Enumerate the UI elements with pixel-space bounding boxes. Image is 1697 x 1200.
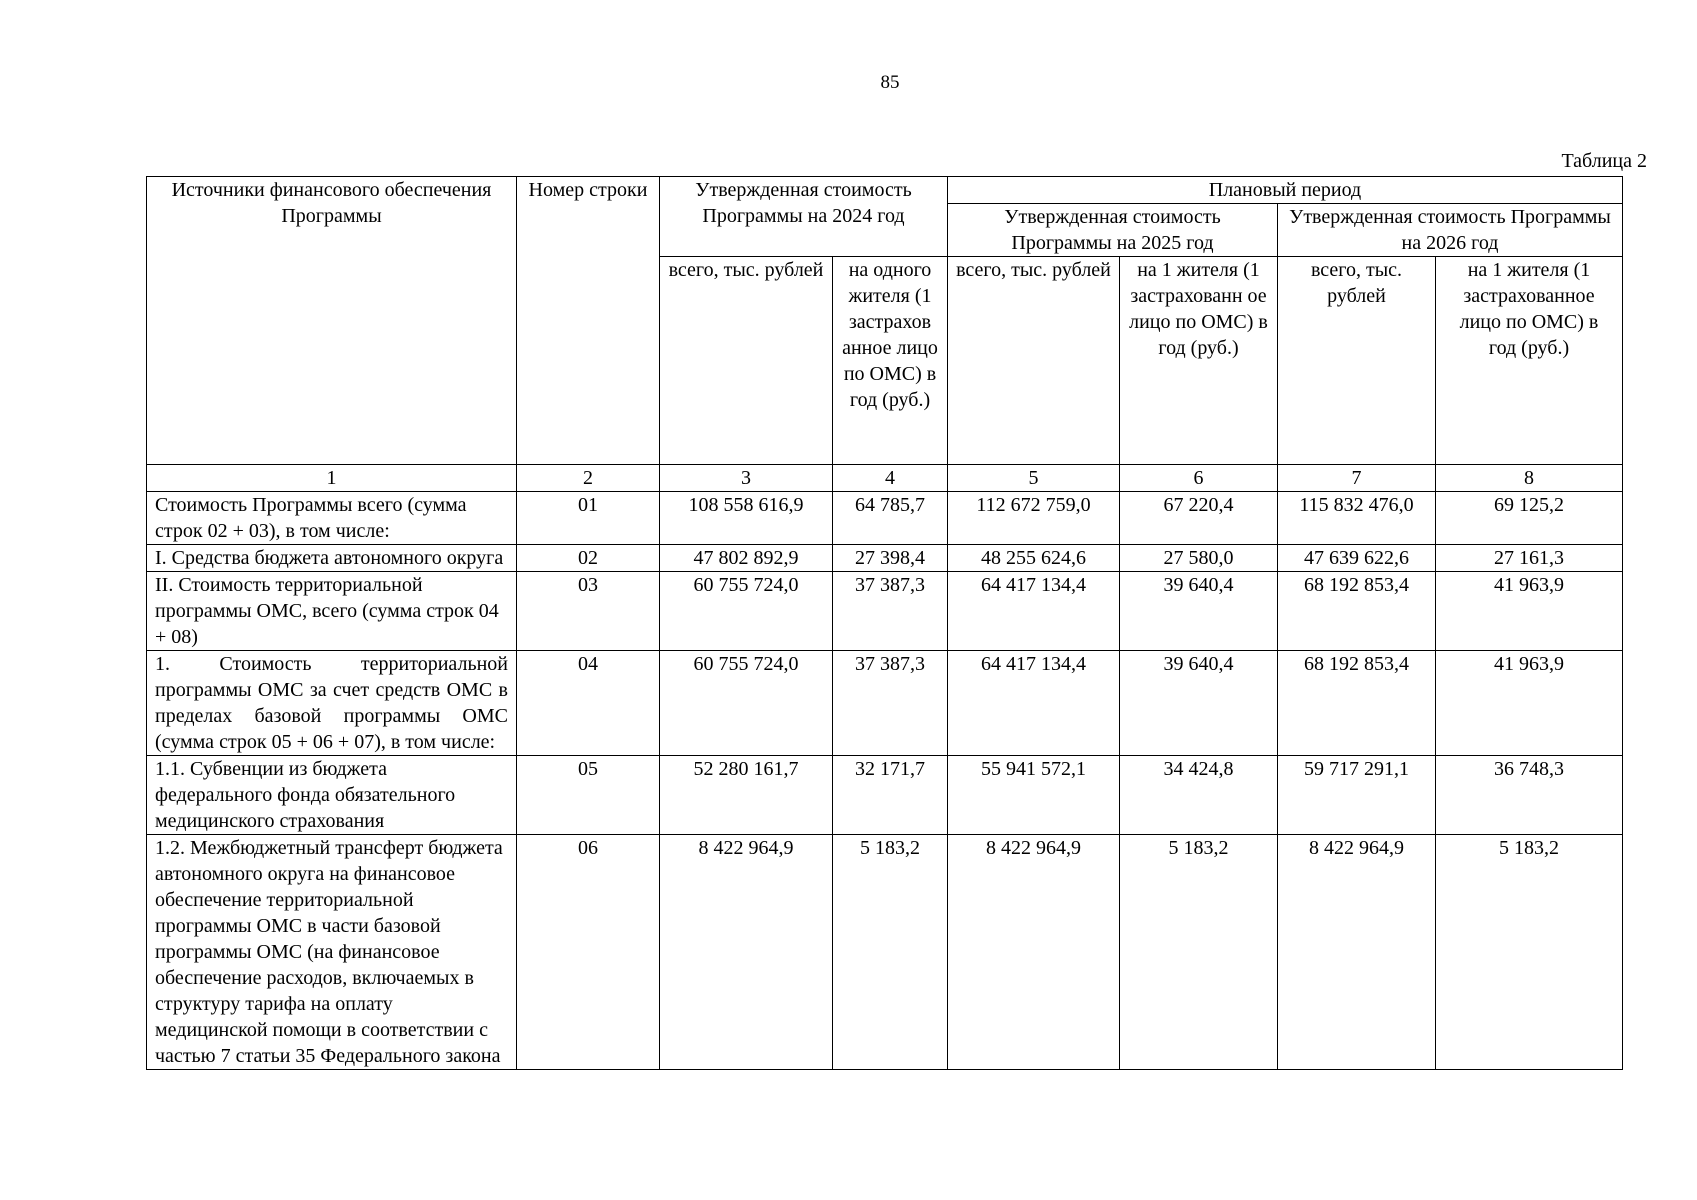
header-per-capita-2025: на 1 жителя (1 застрахованн ое лицо по ОМС) в год (руб.) [1120, 257, 1278, 465]
total-2025-cell: 48 255 624,6 [948, 545, 1120, 572]
table-row [147, 756, 1623, 835]
header-total-2025: всего, тыс. рублей [948, 257, 1120, 465]
header-sources: Источники финансового обеспечения Программы [147, 177, 517, 465]
header-per-capita-2026: на 1 жителя (1 застрахованное лицо по ОМС) в год (руб.) [1436, 257, 1623, 465]
per-capita-2025-cell: 27 580,0 [1120, 545, 1278, 572]
table-body [147, 492, 1623, 1070]
per-capita-2026-cell: 36 748,3 [1436, 756, 1623, 835]
table-row [147, 835, 1623, 1070]
column-number: 6 [1120, 465, 1278, 492]
header-approved-2024: Утвержденная стоимость Программы на 2024 год [660, 177, 948, 257]
total-2025-cell: 64 417 134,4 [948, 651, 1120, 756]
source-cell: Стоимость Программы всего (сумма строк 02 + 03), в том числе: [147, 492, 517, 545]
per-capita-2026-cell: 41 963,9 [1436, 572, 1623, 651]
per-capita-2024-cell: 32 171,7 [833, 756, 948, 835]
line-number-cell: 02 [517, 545, 660, 572]
per-capita-2025-cell: 34 424,8 [1120, 756, 1278, 835]
table-row [147, 545, 1623, 572]
table-row [147, 651, 1623, 756]
header-total-2026: всего, тыс. рублей [1278, 257, 1436, 465]
column-number: 4 [833, 465, 948, 492]
per-capita-2026-cell: 27 161,3 [1436, 545, 1623, 572]
column-number: 3 [660, 465, 833, 492]
total-2024-cell: 60 755 724,0 [660, 572, 833, 651]
source-cell: 1.1. Субвенции из бюджета федерального фонда обязательного медицинского страхования [147, 756, 517, 835]
per-capita-2026-cell: 5 183,2 [1436, 835, 1623, 1070]
total-2026-cell: 115 832 476,0 [1278, 492, 1436, 545]
header-approved-2025: Утвержденная стоимость Программы на 2025 год [948, 204, 1278, 257]
per-capita-2024-cell: 5 183,2 [833, 835, 948, 1070]
column-number: 8 [1436, 465, 1623, 492]
total-2024-cell: 108 558 616,9 [660, 492, 833, 545]
table-caption: Таблица 2 [1561, 150, 1647, 172]
total-2025-cell: 64 417 134,4 [948, 572, 1120, 651]
source-cell: I. Средства бюджета автономного округа [147, 545, 517, 572]
table-row [147, 492, 1623, 545]
total-2025-cell: 8 422 964,9 [948, 835, 1120, 1070]
total-2026-cell: 59 717 291,1 [1278, 756, 1436, 835]
line-number-cell: 06 [517, 835, 660, 1070]
column-number: 1 [147, 465, 517, 492]
table-row [147, 572, 1623, 651]
total-2025-cell: 112 672 759,0 [948, 492, 1120, 545]
per-capita-2024-cell: 37 387,3 [833, 572, 948, 651]
total-2026-cell: 68 192 853,4 [1278, 651, 1436, 756]
header-planned-period: Плановый период [948, 177, 1623, 204]
header-per-capita-2024: на одного жителя (1 застрахов анное лицо по ОМС) в год (руб.) [833, 257, 948, 465]
header-approved-2026: Утвержденная стоимость Программы на 2026 год [1278, 204, 1623, 257]
header-total-2024: всего, тыс. рублей [660, 257, 833, 465]
per-capita-2025-cell: 67 220,4 [1120, 492, 1278, 545]
source-cell: II. Стоимость территориальной программы ОМС, всего (сумма строк 04 + 08) [147, 572, 517, 651]
total-2024-cell: 47 802 892,9 [660, 545, 833, 572]
total-2026-cell: 8 422 964,9 [1278, 835, 1436, 1070]
per-capita-2026-cell: 69 125,2 [1436, 492, 1623, 545]
per-capita-2024-cell: 37 387,3 [833, 651, 948, 756]
total-2024-cell: 60 755 724,0 [660, 651, 833, 756]
line-number-cell: 04 [517, 651, 660, 756]
per-capita-2025-cell: 39 640,4 [1120, 651, 1278, 756]
per-capita-2025-cell: 5 183,2 [1120, 835, 1278, 1070]
source-cell: 1. Стоимость территориальной программы ОМС за счет средств ОМС в пределах базовой программы ОМС (сумма строк 05 + 06 + 07), в том числе: [147, 651, 517, 756]
line-number-cell: 03 [517, 572, 660, 651]
line-number-cell: 05 [517, 756, 660, 835]
total-2026-cell: 68 192 853,4 [1278, 572, 1436, 651]
financing-table [146, 176, 1623, 1070]
table-header [147, 177, 1623, 492]
per-capita-2025-cell: 39 640,4 [1120, 572, 1278, 651]
source-cell: 1.2. Межбюджетный трансферт бюджета автономного округа на финансовое обеспечение территориальной программы ОМС в части базовой программы ОМС (на финансовое обеспечение расходов, включаемых в структуру тарифа на оплату медицинской помощи в соответствии с частью 7 статьи 35 Федерального закона [147, 835, 517, 1070]
page-number: 85 [880, 72, 900, 93]
total-2026-cell: 47 639 622,6 [1278, 545, 1436, 572]
column-number: 5 [948, 465, 1120, 492]
total-2024-cell: 52 280 161,7 [660, 756, 833, 835]
column-number: 7 [1278, 465, 1436, 492]
per-capita-2026-cell: 41 963,9 [1436, 651, 1623, 756]
column-number: 2 [517, 465, 660, 492]
total-2025-cell: 55 941 572,1 [948, 756, 1120, 835]
per-capita-2024-cell: 27 398,4 [833, 545, 948, 572]
column-number-row [147, 465, 1623, 492]
line-number-cell: 01 [517, 492, 660, 545]
per-capita-2024-cell: 64 785,7 [833, 492, 948, 545]
header-line-number: Номер строки [517, 177, 660, 465]
total-2024-cell: 8 422 964,9 [660, 835, 833, 1070]
